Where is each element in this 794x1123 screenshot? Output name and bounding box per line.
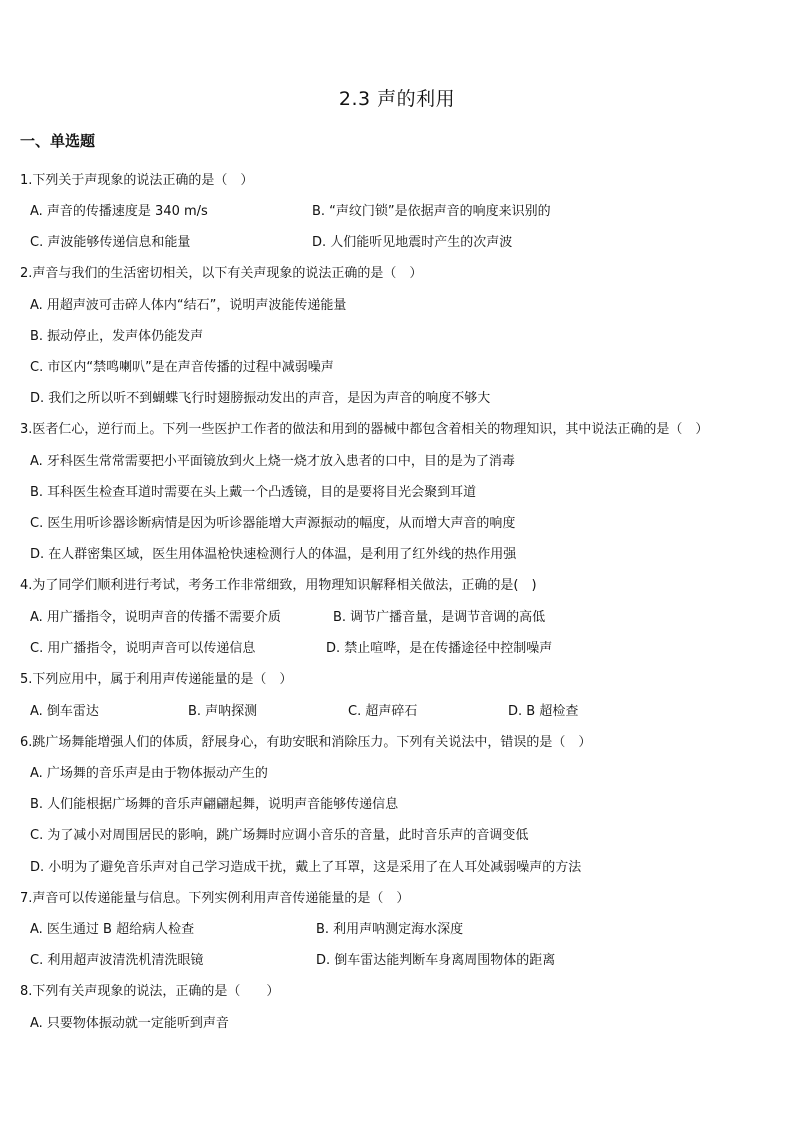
- option: B. 利用声呐测定海水深度: [316, 922, 464, 937]
- option: A. 用超声波可击碎人体内“结石”，说明声波能传递能量: [30, 298, 347, 313]
- option: A. 只要物体振动就一定能听到声音: [30, 1016, 229, 1031]
- option: D. 小明为了避免音乐声对自己学习造成干扰，戴上了耳罩，这是采用了在人耳处减弱噪声的方法: [30, 860, 582, 875]
- option: C. 用广播指令，说明声音可以传递信息: [30, 641, 256, 656]
- option: B. “声纹门锁”是依据声音的响度来识别的: [312, 204, 551, 219]
- question-stem: 1.下列关于声现象的说法正确的是（ ）: [20, 173, 254, 188]
- option: C. 声波能够传递信息和能量: [30, 235, 191, 250]
- option: D. 倒车雷达能判断车身离周围物体的距离: [316, 953, 556, 968]
- page-title: 2.3 声的利用: [338, 88, 456, 110]
- option: A. 用广播指令，说明声音的传播不需要介质: [30, 610, 281, 625]
- option: A. 牙科医生常常需要把小平面镜放到火上烧一烧才放入患者的口中，目的是为了消毒: [30, 454, 515, 469]
- option: C. 市区内“禁鸣喇叭”是在声音传播的过程中减弱噪声: [30, 360, 334, 375]
- option: A. 声音的传播速度是 340 m/s: [30, 204, 208, 219]
- option: B. 调节广播音量，是调节音调的高低: [333, 610, 546, 625]
- option: B. 人们能根据广场舞的音乐声翩翩起舞，说明声音能够传递信息: [30, 797, 399, 812]
- question-stem: 5.下列应用中，属于利用声传递能量的是（ ）: [20, 672, 293, 687]
- question-stem: 6.跳广场舞能增强人们的体质，舒展身心，有助安眠和消除压力。下列有关说法中，错误的是（ ）: [20, 735, 592, 750]
- question-stem: 2.声音与我们的生活密切相关，以下有关声现象的说法正确的是（ ）: [20, 266, 423, 281]
- option: D. 禁止喧哗，是在传播途径中控制噪声: [326, 641, 553, 656]
- option: D. 我们之所以听不到蝴蝶飞行时翅膀振动发出的声音，是因为声音的响度不够大: [30, 391, 491, 406]
- option: B. 声呐探测: [188, 704, 258, 719]
- option: C. 为了减小对周围居民的影响，跳广场舞时应调小音乐的音量，此时音乐声的音调变低: [30, 828, 529, 843]
- option: D. 人们能听见地震时产生的次声波: [312, 235, 513, 250]
- question-stem: 3.医者仁心，逆行而上。下列一些医护工作者的做法和用到的器械中都包含着相关的物理知识，其中说法正确的是（ ）: [20, 422, 709, 437]
- option: C. 医生用听诊器诊断病情是因为听诊器能增大声源振动的幅度，从而增大声音的响度: [30, 516, 516, 531]
- option: D. B 超检查: [508, 704, 579, 719]
- section-heading: 一、单选题: [20, 132, 96, 150]
- option: A. 医生通过 B 超给病人检查: [30, 922, 195, 937]
- option: B. 振动停止，发声体仍能发声: [30, 329, 204, 344]
- question-stem: 4.为了同学们顺利进行考试，考务工作非常细致，用物理知识解释相关做法，正确的是( ): [20, 578, 537, 593]
- option: C. 利用超声波清洗机清洗眼镜: [30, 953, 204, 968]
- option: C. 超声碎石: [348, 704, 418, 719]
- option: A. 广场舞的音乐声是由于物体振动产生的: [30, 766, 268, 781]
- question-stem: 8.下列有关声现象的说法，正确的是（ ）: [20, 984, 280, 999]
- option: A. 倒车雷达: [30, 704, 99, 719]
- option: B. 耳科医生检查耳道时需要在头上戴一个凸透镜，目的是要将目光会聚到耳道: [30, 485, 477, 500]
- option: D. 在人群密集区域，医生用体温枪快速检测行人的体温，是利用了红外线的热作用强: [30, 547, 517, 562]
- question-stem: 7.声音可以传递能量与信息。下列实例利用声音传递能量的是（ ）: [20, 891, 410, 906]
